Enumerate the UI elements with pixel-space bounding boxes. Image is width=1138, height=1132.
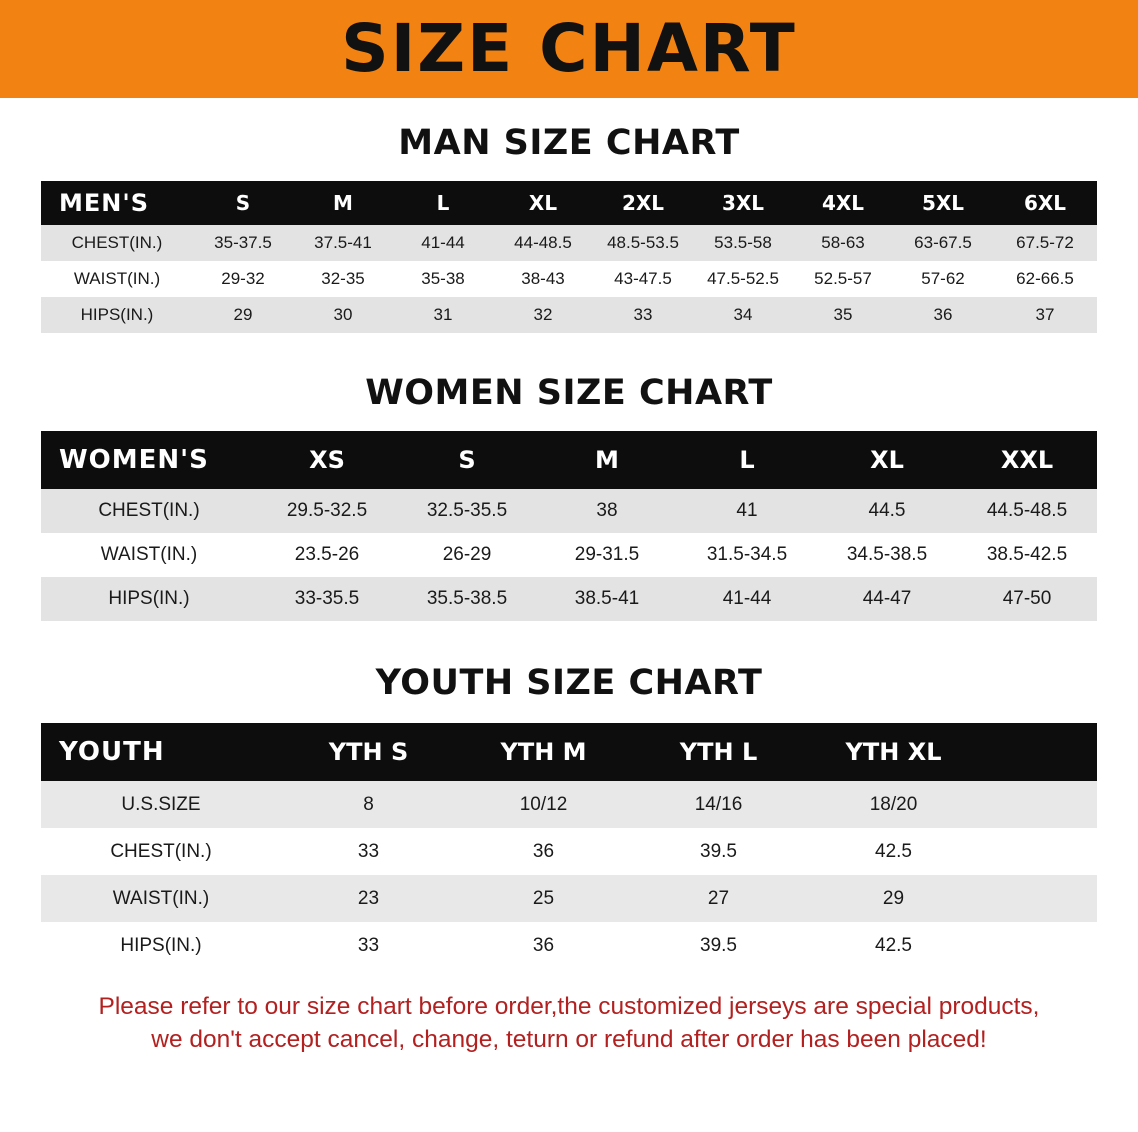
youth-col-header-spacer [981, 723, 1097, 781]
man-cell: 33 [593, 297, 693, 333]
man-cell: 35 [793, 297, 893, 333]
table-row [41, 489, 1097, 533]
women-cell: 41 [677, 489, 817, 533]
man-cell: 67.5-72 [993, 225, 1097, 261]
table-row [41, 922, 1097, 969]
women-cell: 34.5-38.5 [817, 533, 957, 577]
women-cell: 31.5-34.5 [677, 533, 817, 577]
youth-cell: 23 [281, 875, 456, 922]
youth-row-label: U.S.SIZE [41, 781, 281, 828]
man-cell: 35-37.5 [193, 225, 293, 261]
man-cell: 30 [293, 297, 393, 333]
women-section-heading: WOMEN SIZE CHART [365, 373, 773, 413]
youth-size-table [41, 723, 1097, 969]
man-col-header: 2XL [593, 181, 693, 225]
youth-cell-spacer [981, 875, 1097, 922]
youth-cell: 27 [631, 875, 806, 922]
table-row [41, 781, 1097, 828]
women-cell: 38.5-42.5 [957, 533, 1097, 577]
women-row-label: CHEST(IN.) [41, 489, 257, 533]
table-row [41, 577, 1097, 621]
women-col-header: L [677, 431, 817, 489]
table-header-row [41, 431, 1097, 489]
man-cell: 47.5-52.5 [693, 261, 793, 297]
man-col-header: S [193, 181, 293, 225]
disclaimer-line-2: we don't accept cancel, change, teturn or refund after order has been placed! [151, 1025, 987, 1053]
women-cell: 26-29 [397, 533, 537, 577]
women-cell: 29.5-32.5 [257, 489, 397, 533]
youth-row-label: HIPS(IN.) [41, 922, 281, 969]
disclaimer-note [40, 991, 1098, 1056]
page-title: SIZE CHART [341, 10, 797, 87]
women-table-wrap [0, 413, 1138, 621]
man-cell: 32-35 [293, 261, 393, 297]
table-row [41, 261, 1097, 297]
youth-col-header: YTH XL [806, 723, 981, 781]
youth-row-label: CHEST(IN.) [41, 828, 281, 875]
youth-header-label: YOUTH [41, 723, 281, 781]
women-header-label: WOMEN'S [41, 431, 257, 489]
man-row-label: CHEST(IN.) [41, 225, 193, 261]
table-row [41, 225, 1097, 261]
youth-cell: 33 [281, 828, 456, 875]
youth-cell: 8 [281, 781, 456, 828]
table-row [41, 875, 1097, 922]
youth-cell: 42.5 [806, 828, 981, 875]
youth-cell-spacer [981, 828, 1097, 875]
youth-cell: 29 [806, 875, 981, 922]
women-cell: 33-35.5 [257, 577, 397, 621]
man-col-header: L [393, 181, 493, 225]
women-col-header: XL [817, 431, 957, 489]
man-section-heading: MAN SIZE CHART [398, 123, 740, 163]
women-cell: 32.5-35.5 [397, 489, 537, 533]
man-cell: 44-48.5 [493, 225, 593, 261]
man-size-table [41, 181, 1097, 333]
youth-cell: 36 [456, 922, 631, 969]
women-col-header: M [537, 431, 677, 489]
man-header-label: MEN'S [41, 181, 193, 225]
women-col-header: S [397, 431, 537, 489]
youth-cell: 33 [281, 922, 456, 969]
table-row [41, 533, 1097, 577]
women-cell: 38 [537, 489, 677, 533]
youth-cell: 39.5 [631, 922, 806, 969]
youth-cell: 36 [456, 828, 631, 875]
youth-cell: 39.5 [631, 828, 806, 875]
women-cell: 44-47 [817, 577, 957, 621]
man-col-header: 6XL [993, 181, 1097, 225]
man-cell: 29 [193, 297, 293, 333]
man-cell: 63-67.5 [893, 225, 993, 261]
women-cell: 47-50 [957, 577, 1097, 621]
youth-row-label: WAIST(IN.) [41, 875, 281, 922]
man-cell: 36 [893, 297, 993, 333]
man-cell: 37.5-41 [293, 225, 393, 261]
women-cell: 23.5-26 [257, 533, 397, 577]
youth-cell: 10/12 [456, 781, 631, 828]
disclaimer-line-1: Please refer to our size chart before order,the customized jerseys are special products, [98, 993, 1040, 1020]
man-cell: 37 [993, 297, 1097, 333]
women-size-table [41, 431, 1097, 621]
man-cell: 38-43 [493, 261, 593, 297]
women-col-header: XXL [957, 431, 1097, 489]
man-cell: 34 [693, 297, 793, 333]
man-table-wrap [0, 163, 1138, 333]
man-col-header: M [293, 181, 393, 225]
man-row-label: HIPS(IN.) [41, 297, 193, 333]
women-row-label: WAIST(IN.) [41, 533, 257, 577]
man-col-header: 4XL [793, 181, 893, 225]
women-cell: 41-44 [677, 577, 817, 621]
man-cell: 53.5-58 [693, 225, 793, 261]
women-cell: 35.5-38.5 [397, 577, 537, 621]
table-header-row [41, 723, 1097, 781]
man-col-header: 3XL [693, 181, 793, 225]
man-cell: 52.5-57 [793, 261, 893, 297]
table-header-row [41, 181, 1097, 225]
man-cell: 58-63 [793, 225, 893, 261]
women-col-header: XS [257, 431, 397, 489]
women-row-label: HIPS(IN.) [41, 577, 257, 621]
youth-cell-spacer [981, 922, 1097, 969]
man-cell: 31 [393, 297, 493, 333]
man-row-label: WAIST(IN.) [41, 261, 193, 297]
women-cell: 44.5-48.5 [957, 489, 1097, 533]
man-cell: 41-44 [393, 225, 493, 261]
man-cell: 29-32 [193, 261, 293, 297]
youth-table-wrap [0, 703, 1138, 969]
youth-col-header: YTH S [281, 723, 456, 781]
man-col-header: 5XL [893, 181, 993, 225]
man-col-header: XL [493, 181, 593, 225]
table-row [41, 828, 1097, 875]
youth-section-heading: YOUTH SIZE CHART [375, 663, 763, 703]
youth-cell: 18/20 [806, 781, 981, 828]
man-cell: 57-62 [893, 261, 993, 297]
youth-col-header: YTH M [456, 723, 631, 781]
table-row [41, 297, 1097, 333]
youth-col-header: YTH L [631, 723, 806, 781]
women-cell: 44.5 [817, 489, 957, 533]
man-cell: 62-66.5 [993, 261, 1097, 297]
women-cell: 38.5-41 [537, 577, 677, 621]
youth-cell: 42.5 [806, 922, 981, 969]
youth-cell: 25 [456, 875, 631, 922]
man-cell: 32 [493, 297, 593, 333]
youth-cell-spacer [981, 781, 1097, 828]
man-cell: 35-38 [393, 261, 493, 297]
header-banner [0, 0, 1138, 98]
women-cell: 29-31.5 [537, 533, 677, 577]
youth-cell: 14/16 [631, 781, 806, 828]
man-cell: 43-47.5 [593, 261, 693, 297]
man-cell: 48.5-53.5 [593, 225, 693, 261]
